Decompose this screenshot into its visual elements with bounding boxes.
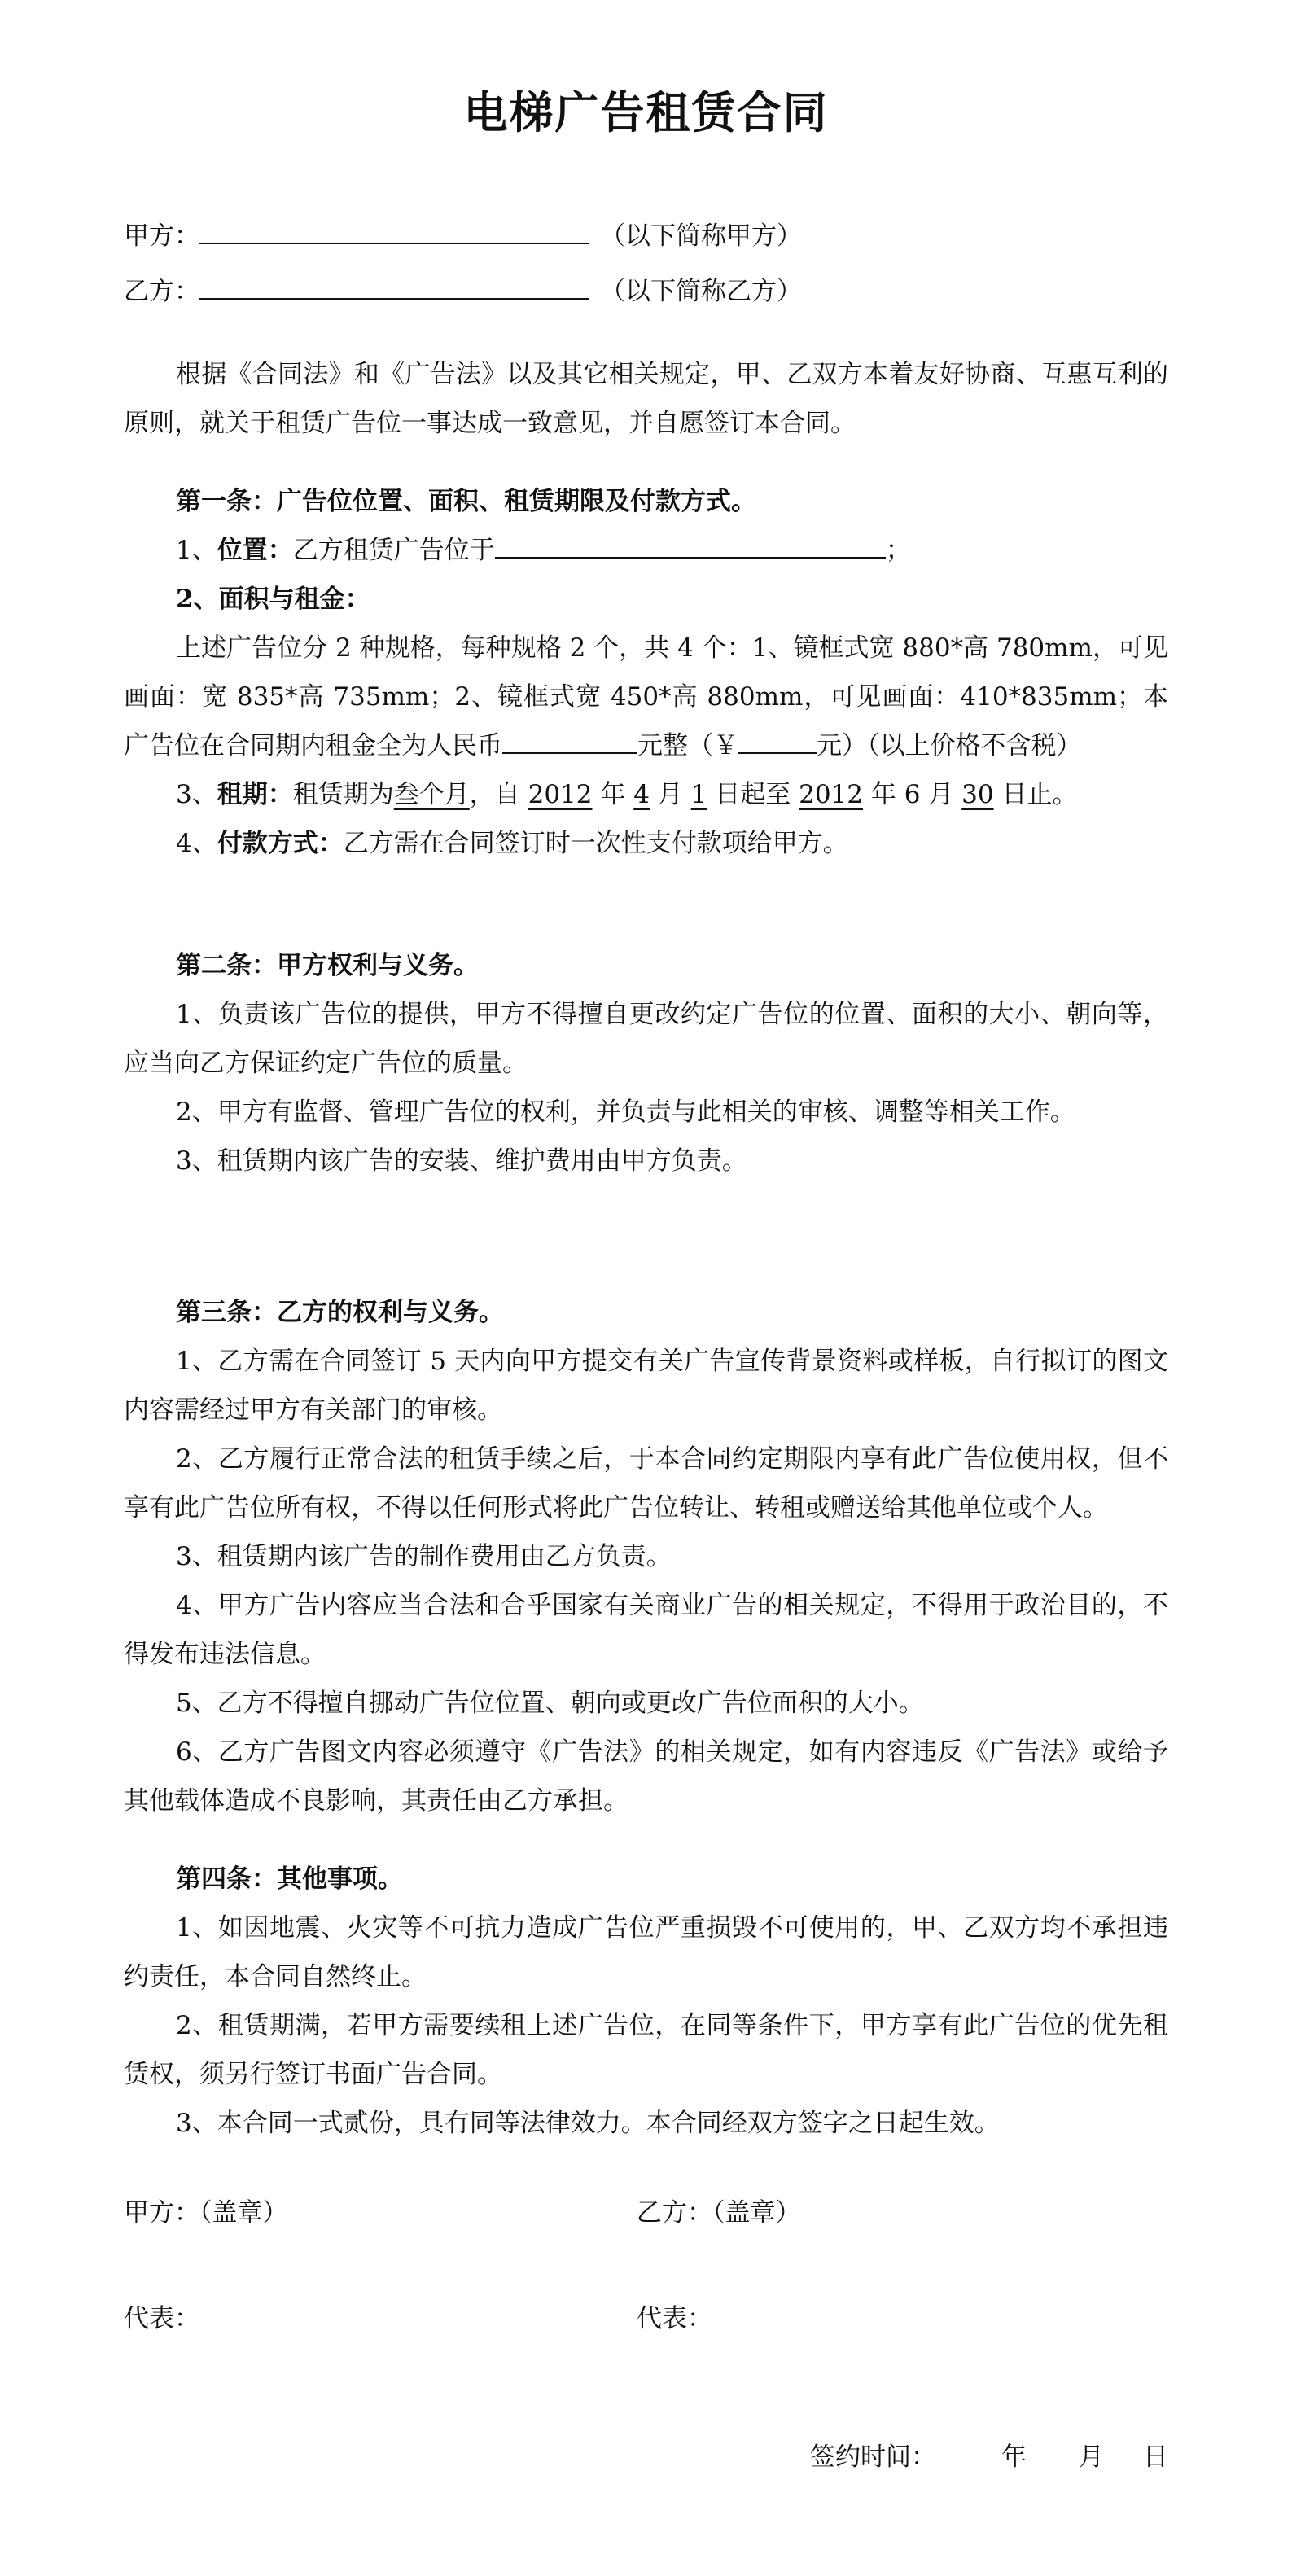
area-text-1: 上述广告位分 2 种规格，每种规格 2 个，共 4 个：1、镜框式宽 880*高 780mm，可见画面：宽 835*高 735mm；2、镜框式宽 450*高 880mm，可见画面：410*835mm；本广告位在合同期内租金全为人民币	[124, 633, 1168, 760]
rent-number-blank	[738, 729, 817, 754]
party-a-line	[124, 218, 802, 254]
term-text-3: 年	[592, 780, 634, 809]
preamble: 根据《合同法》和《广告法》以及其它相关规定，甲、乙双方本着友好协商、互惠互利的原则，就关于租赁广告位一事达成一致意见，并自愿签订本合同。	[124, 360, 1168, 438]
article1-title: 第一条：广告位位置、面积、租赁期限及付款方式。	[176, 487, 756, 516]
term-text-4: 月	[649, 780, 691, 809]
signing-year: 年	[1001, 2442, 1027, 2472]
term-text-1: 租赁期为	[292, 780, 394, 809]
article3-item: 3、租赁期内该广告的制作费用由乙方负责。	[176, 1542, 672, 1571]
party-b-name-blank	[199, 275, 589, 300]
term-number: 3、	[176, 780, 217, 809]
term-text-2: ，自	[469, 780, 528, 809]
location-blank	[495, 534, 886, 559]
term-text-7: 日止。	[993, 780, 1078, 809]
term-start-month: 4	[633, 780, 650, 809]
payment-number: 4、	[176, 829, 217, 858]
article1-area-text	[124, 624, 1168, 770]
party-b-label: 乙方：	[124, 277, 199, 306]
term-start-year: 2012	[528, 780, 593, 809]
party-a-name-blank	[199, 220, 589, 244]
document-title: 电梯广告租赁合同	[463, 87, 829, 138]
term-months: 叁个月	[393, 780, 470, 809]
party-b-suffix: （以下简称乙方）	[600, 277, 802, 306]
article2-item: 2、甲方有监督、管理广告位的权利，并负责与此相关的审核、调整等相关工作。	[176, 1097, 1075, 1127]
article1-payment	[124, 819, 1168, 868]
article1-location-end: ；	[885, 536, 911, 565]
article4-item: 2、租赁期满，若甲方需要续租上述广告位，在同等条件下，甲方享有此广告位的优先租赁权，须另行签订书面广告合同。	[124, 2011, 1168, 2089]
party-b-representative: 代表：	[637, 2304, 712, 2333]
article4-item: 3、本合同一式贰份，具有同等法律效力。本合同经双方签字之日起生效。	[176, 2109, 1000, 2138]
party-b-line	[124, 274, 802, 309]
article2-item: 3、租赁期内该广告的安装、维护费用由甲方负责。	[176, 1146, 747, 1176]
area-text-3: 元）（以上价格不含税）	[817, 731, 1082, 760]
term-end-year: 2012	[799, 780, 864, 809]
party-b-seal: 乙方：（盖章）	[637, 2198, 801, 2228]
article1-term	[124, 770, 1168, 819]
signing-day: 日	[1143, 2442, 1168, 2472]
article3-item: 6、乙方广告图文内容必须遵守《广告法》的相关规定，如有内容违反《广告法》或给予其他载体造成不良影响，其责任由乙方承担。	[124, 1737, 1168, 1816]
article4-item: 1、如因地震、火灾等不可抗力造成广告位严重损毁不可使用的，甲、乙双方均不承担违约责任，本合同自然终止。	[124, 1913, 1168, 1991]
term-start-day: 1	[690, 780, 707, 809]
article2-title: 第二条：甲方权利与义务。	[176, 951, 479, 980]
article3-item: 5、乙方不得擅自挪动广告位位置、朝向或更改广告位面积的大小。	[176, 1689, 924, 1718]
term-text-6: 年 6 月	[863, 780, 962, 809]
article1-location-number: 1、	[176, 536, 217, 565]
party-a-label: 甲方：	[124, 221, 199, 251]
article1-location-text: 乙方租赁广告位于	[292, 536, 495, 565]
party-a-seal: 甲方：（盖章）	[124, 2198, 288, 2228]
party-a-suffix: （以下简称甲方）	[600, 221, 802, 251]
article1-area-title: 2、面积与租金：	[176, 585, 370, 614]
term-end-day: 30	[961, 780, 994, 809]
area-text-2: 元整（￥	[637, 731, 738, 760]
term-label: 租期：	[217, 780, 293, 809]
article1-location-label: 位置：	[217, 536, 293, 565]
article3-item: 2、乙方履行正常合法的租赁手续之后，于本合同约定期限内享有此广告位使用权，但不享有此广告位所有权，不得以任何形式将此广告位转让、转租或赠送给其他单位或个人。	[124, 1444, 1168, 1522]
signing-date-label: 签约时间：	[810, 2442, 936, 2472]
article3-item: 1、乙方需在合同签订 5 天内向甲方提交有关广告宣传背景资料或样板，自行拟订的图文内容需经过甲方有关部门的审核。	[124, 1347, 1168, 1425]
rent-amount-blank	[502, 729, 637, 754]
article3-title: 第三条：乙方的权利与义务。	[176, 1298, 504, 1327]
party-a-representative: 代表：	[124, 2304, 199, 2333]
contract-body	[124, 350, 1168, 2148]
signing-date	[810, 2439, 1168, 2475]
article2-item: 1、负责该广告位的提供，甲方不得擅自更改约定广告位的位置、面积的大小、朝向等，应当向乙方保证约定广告位的质量。	[124, 1000, 1168, 1078]
article3-item: 4、甲方广告内容应当合法和合乎国家有关商业广告的相关规定，不得用于政治目的，不得发布违法信息。	[124, 1591, 1168, 1669]
article1-location	[124, 526, 1168, 575]
payment-label: 付款方式：	[217, 829, 344, 858]
signing-month: 月	[1079, 2442, 1104, 2472]
article4-title: 第四条：其他事项。	[176, 1864, 403, 1894]
term-text-5: 日起至	[707, 780, 799, 809]
payment-text: 乙方需在合同签订时一次性支付款项给甲方。	[343, 829, 848, 858]
